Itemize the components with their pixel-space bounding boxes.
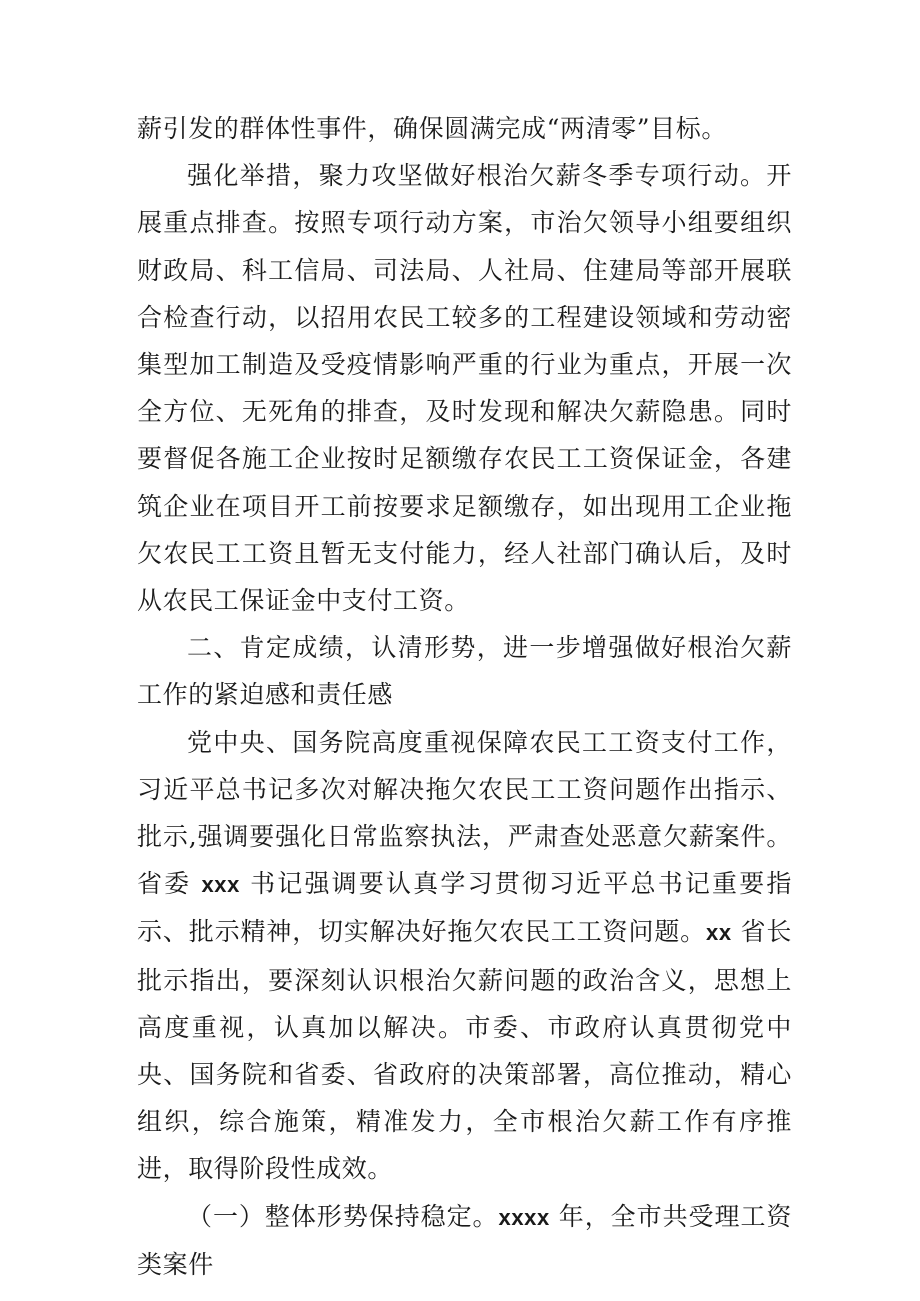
section-heading-two: 二、肯定成绩，认清形势，进一步增强做好根治欠薪工作的紧迫感和责任感 [137,633,792,710]
body-text [137,105,792,1288]
paragraph-central-government [137,719,792,1193]
subsection-heading-one [137,1193,792,1288]
placeholder-year: xxxx [498,1204,550,1230]
placeholder-governor: xx [706,920,732,946]
paragraph-text-segment: 年，全市共受理工资类案件 [137,1201,793,1279]
paragraph-text-segment: 省长批示指出，要深刻认识根治欠薪问题的政治含义，思想上高度重视，认真加以解决。市委、市政府认真贯彻党中央、国务院和省委、省政府的决策部署，高位推动，精心组织，综合施策，精准发力，全市根治欠薪工作有序推进，取得阶段性成效。 [137,917,792,1184]
paragraph-continuation: 薪引发的群体性事件，确保圆满完成“两清零”目标。 [137,114,727,143]
placeholder-secretary: xxx [201,872,240,898]
subsection-title: （一）整体形势保持稳定。 [187,1201,499,1231]
paragraph-winter-action: 强化举措，聚力攻坚做好根治欠薪冬季专项行动。开展重点排查。按照专项行动方案，市治欠领导小组要组织财政局、科工信局、司法局、人社局、住建局等部开展联合检查行动，以招用农民工较多的工程建设领域和劳动密集型加工制造及受疫情影响严重的行业为重点，开展一次全方位、无死角的排查，及时发现和解决欠薪隐患。同时要督促各施工企业按时足额缴存农民工工资保证金，各建筑企业在项目开工前按要求足额缴存，如出现用工企业拖欠农民工工资且暂无支付能力，经人社部门确认后，及时从农民工保证金中支付工资。 [137,161,792,616]
paragraph-text-segment: 书记强调要认真学习贯彻习近平总书记重要指示、批示精神，切实解决好拖欠农民工工资问题。 [137,869,792,947]
paragraph-text-segment: 党中央、国务院高度重视保障农民工工资支付工作，习近平总书记多次对解决拖欠农民工工资问题作出指示、批示,强调要强化日常监察执法，严肃查处恶意欠薪案件。省委 [137,727,792,899]
